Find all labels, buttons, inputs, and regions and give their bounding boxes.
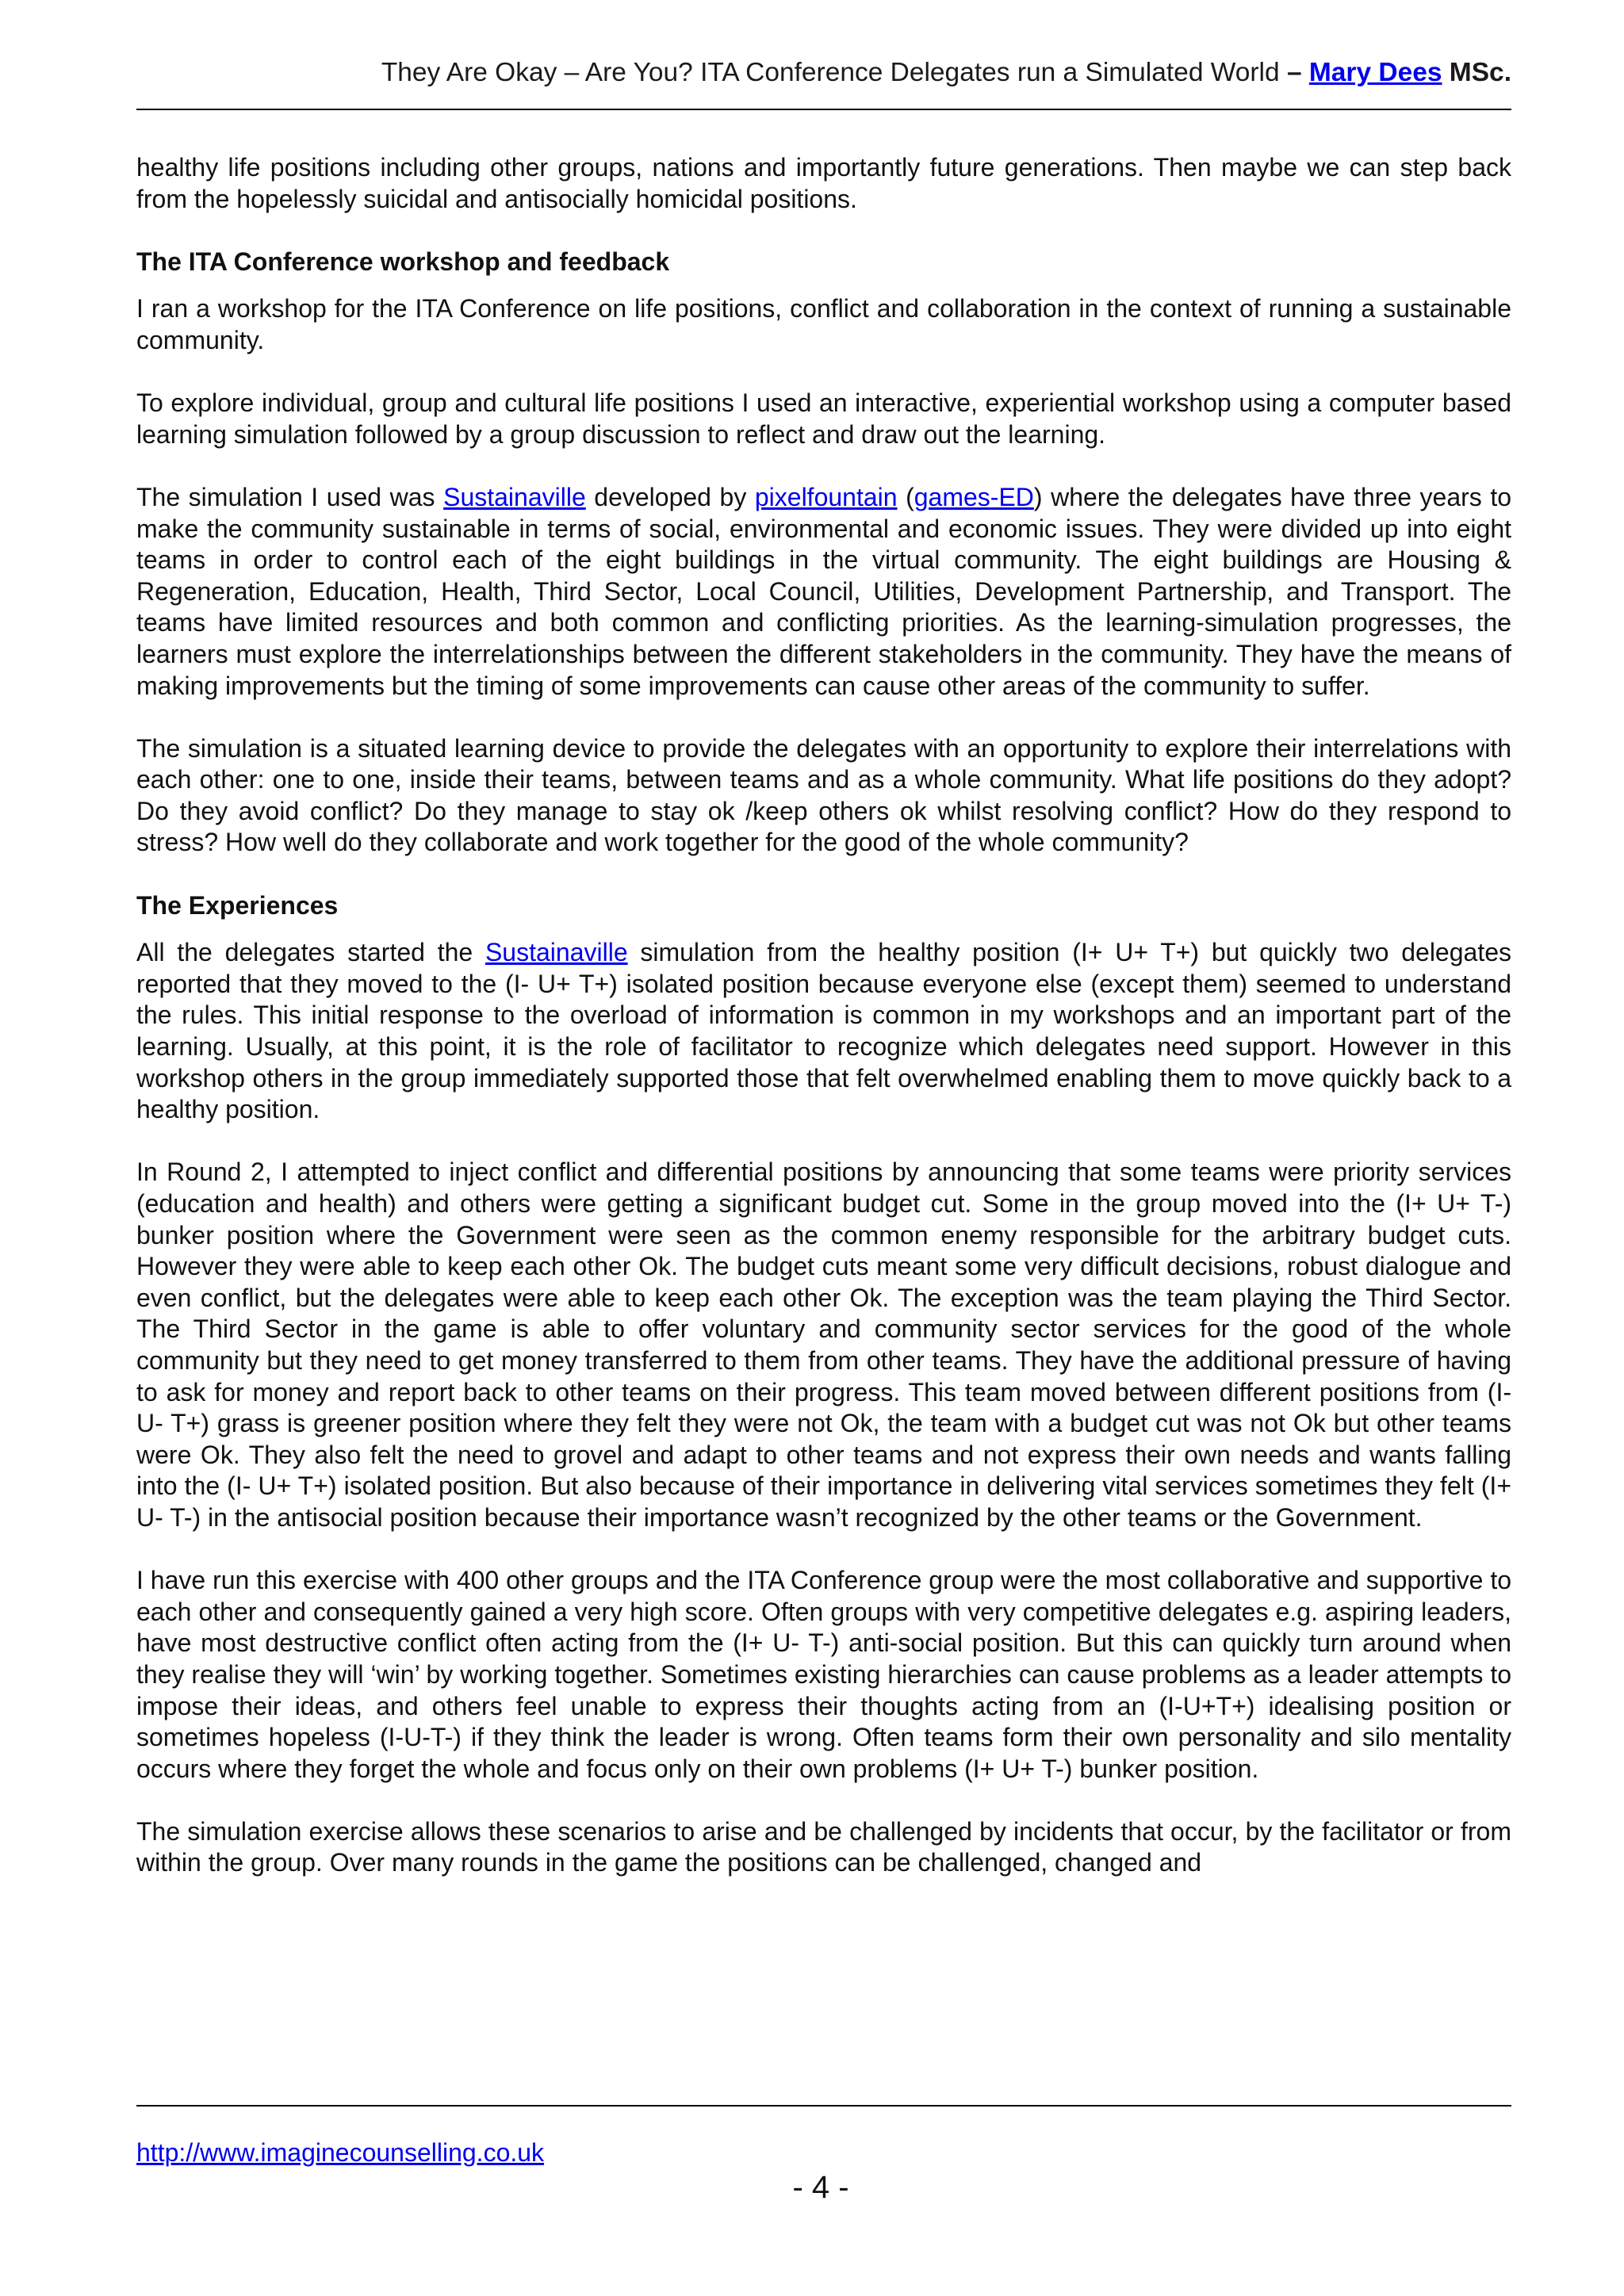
page-number: - 4 - [792, 2170, 849, 2205]
header-rule [136, 109, 1511, 110]
paragraph-explore: To explore individual, group and cultural life positions I used an interactive, experiential workshop using a computer based learning simulation followed by a group discussion to reflect and draw out the learning. [136, 388, 1511, 449]
author-link[interactable]: Mary Dees [1308, 58, 1442, 87]
text: simulation from the healthy position (I+ U+ T+) but quickly two delegates reported that they moved to the (I- U+ T+) isolated position because everyone else (except them) seemed to understand the rules. This initial response to the overload of information is common in my workshops and an important part of the learning. Usually, at this point, it is the role of facilitator to recognize which delegates need support. However in this workshop others in the group immediately supported those that felt overwhelmed enabling them to move quickly back to a healthy position. [136, 938, 1512, 1124]
text: ( [897, 482, 914, 511]
paragraph-simulation [136, 482, 1511, 702]
paragraph-scenarios: The simulation exercise allows these scenarios to arise and be challenged by incidents that occur, by the facilitator or from within the group. Over many rounds in the game the positions can be challenged, changed and [136, 1816, 1511, 1877]
document-body [136, 152, 1511, 1911]
section-heading-workshop: The ITA Conference workshop and feedback [136, 247, 670, 276]
paragraph-intro: healthy life positions including other groups, nations and importantly future generations. Then maybe we can step back from the hopelessly suicidal and antisocially homicidal positions. [136, 153, 1511, 213]
paragraph-experiences [136, 937, 1511, 1126]
footer-url-link[interactable]: http://www.imaginecounselling.co.uk [136, 2138, 545, 2167]
text: All the delegates started the [136, 938, 485, 967]
page-header [136, 55, 1511, 90]
paragraph-situated-learning: The simulation is a situated learning device to provide the delegates with an opportunity to explore their interrelations with each other: one to one, inside their teams, between teams and as a whole community. What life positions do they adopt? Do they avoid conflict? Do they manage to stay ok /keep others ok whilst resolving conflict? How do they respond to stress? How well do they collaborate and work together for the good of the whole community? [136, 733, 1511, 857]
header-title: They Are Okay – Are You? ITA Conference Delegates run a Simulated World [381, 58, 1287, 87]
games-ed-link[interactable]: games-ED [914, 482, 1034, 511]
text: The simulation I used was [136, 482, 444, 511]
header-author-suffix: MSc. [1442, 58, 1511, 87]
footer-rule [136, 2105, 1511, 2107]
paragraph-workshop: I ran a workshop for the ITA Conference on life positions, conflict and collaboration in the context of running a sustainable community. [136, 294, 1511, 354]
paragraph-400-groups: I have run this exercise with 400 other groups and the ITA Conference group were the most collaborative and supportive to each other and consequently gained a very high score. Often groups with very competitive delegates e.g. aspiring leaders, have most destructive conflict often acting from the (I+ U- T-) anti-social position. But this can quickly turn around when they realise they will ‘win’ by working together. Sometimes existing hierarchies can cause problems as a leader attempts to impose their ideas, and others feel unable to express their thoughts acting from an (I-U+T+) idealising position or sometimes hopeless (I-U-T-) if they think the leader is wrong. Often teams form their own personality and silo mentality occurs where they forget the whole and focus only on their own problems (I+ U+ T-) bunker position. [136, 1566, 1511, 1783]
section-heading-experiences: The Experiences [136, 890, 339, 920]
sustainaville-link-2[interactable]: Sustainaville [485, 938, 628, 967]
text: developed by [585, 482, 755, 511]
text: ) where the delegates have three years to make the community sustainable in terms of social, environmental and economic issues. They were divided up into eight teams in order to control each of the eight buildings in the virtual community. The eight buildings are Housing & Regeneration, Education, Health, Third Sector, Local Council, Utilities, Development Partnership, and Transport. The teams have limited resources and both common and conflicting priorities. As the learning-simulation progresses, the learners must explore the interrelationships between the different stakeholders in the community. They have the means of making improvements but the timing of some improvements can cause other areas of the community to suffer. [136, 482, 1512, 700]
paragraph-round-2: In Round 2, I attempted to inject conflict and differential positions by announcing that some teams were priority services (education and health) and others were getting a significant budget cut. Some in the group moved into the (I+ U+ T-) bunker position where the Government were seen as the common enemy responsible for the arbitrary budget cuts. However they were able to keep each other Ok. The budget cuts meant some very difficult decisions, robust dialogue and even conflict, but the delegates were able to keep each other Ok. The exception was the team playing the Third Sector. The Third Sector in the game is able to offer voluntary and community sector services for the good of the whole community but they need to get money transferred to them from other teams. They have the additional pressure of having to ask for money and report back to other teams on their progress. This team moved between different positions from (I- U- T+) grass is greener position where they felt they were not Ok, the team with a budget cut was not Ok but other teams were Ok. They also felt the need to grovel and adapt to other teams and not express their own needs and wants falling into the (I- U+ T+) isolated position. But also because of their importance in delivering vital services sometimes they felt (I+ U- T-) in the antisocial position because their importance wasn’t recognized by the other teams or the Government. [136, 1158, 1511, 1532]
header-dash: – [1286, 58, 1309, 87]
pixelfountain-link[interactable]: pixelfountain [754, 482, 898, 511]
sustainaville-link[interactable]: Sustainaville [443, 482, 586, 511]
